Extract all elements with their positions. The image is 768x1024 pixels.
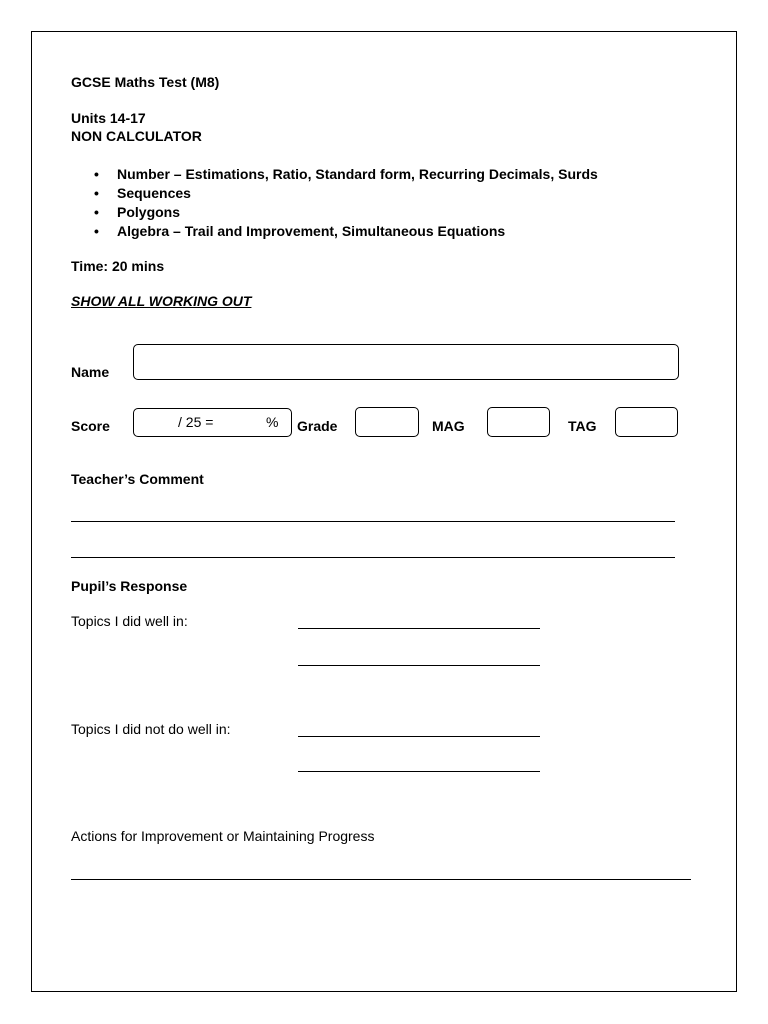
score-label: Score — [71, 418, 110, 434]
units-text: Units 14-17 — [71, 110, 146, 126]
topic-item: • Algebra – Trail and Improvement, Simultaneous Equations — [94, 223, 506, 239]
did-not-do-well-line[interactable] — [298, 736, 540, 737]
name-field[interactable] — [133, 344, 679, 380]
grade-field[interactable] — [355, 407, 419, 437]
grade-label: Grade — [297, 418, 338, 434]
did-well-label: Topics I did well in: — [71, 613, 188, 629]
bullet-icon: • — [94, 223, 99, 239]
name-label: Name — [71, 364, 110, 380]
bullet-icon: • — [94, 166, 99, 182]
bullet-icon: • — [94, 185, 99, 201]
comment-line[interactable] — [71, 557, 675, 558]
calculator-mode: NON CALCULATOR — [71, 128, 202, 144]
actions-label: Actions for Improvement or Maintaining Progress — [71, 828, 375, 844]
pupil-response-heading: Pupil’s Response — [71, 578, 188, 594]
time-limit: Time: 20 mins — [71, 258, 165, 274]
tag-label: TAG — [568, 418, 597, 434]
topics-list — [94, 165, 598, 241]
score-out-of-text: / 25 = — [178, 414, 214, 430]
teacher-comment-label: Teacher’s Comment — [71, 471, 204, 487]
comment-line[interactable] — [71, 521, 675, 522]
topic-item: • Polygons — [94, 204, 181, 220]
bullet-icon: • — [94, 204, 99, 220]
mag-field[interactable] — [487, 407, 550, 437]
score-percent-sign: % — [266, 414, 279, 430]
did-well-line[interactable] — [298, 628, 540, 629]
tag-field[interactable] — [615, 407, 678, 437]
did-not-do-well-line[interactable] — [298, 771, 540, 772]
working-out-instruction: SHOW ALL WORKING OUT — [71, 293, 252, 309]
did-well-line[interactable] — [298, 665, 540, 666]
topic-item: • Number – Estimations, Ratio, Standard form, Recurring Decimals, Surds — [94, 166, 598, 182]
did-not-do-well-label: Topics I did not do well in: — [71, 721, 231, 737]
actions-line[interactable] — [71, 879, 691, 880]
mag-label: MAG — [432, 418, 465, 434]
topic-item: • Sequences — [94, 185, 191, 201]
document-title: GCSE Maths Test (M8) — [71, 74, 220, 90]
